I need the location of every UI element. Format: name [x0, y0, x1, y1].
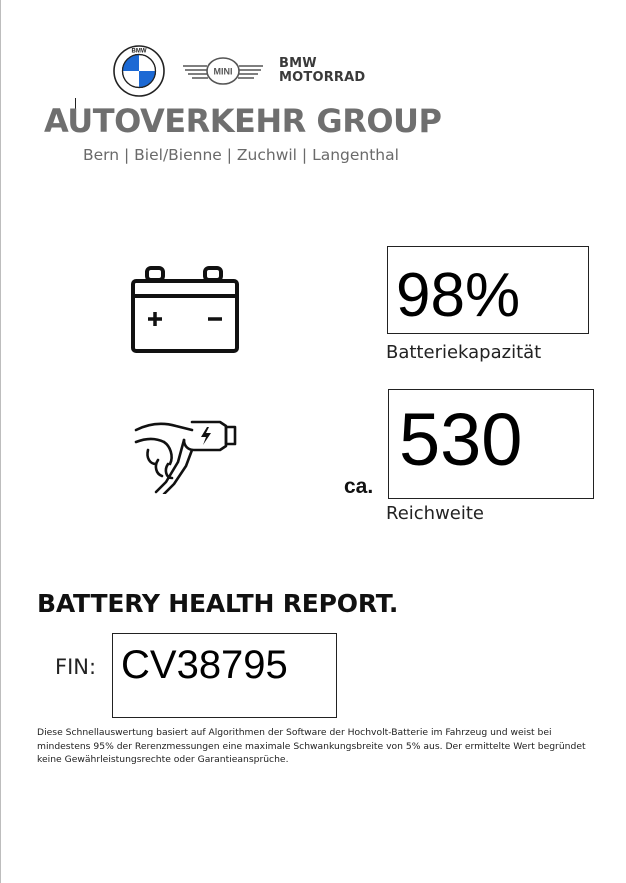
battery-icon	[130, 262, 240, 354]
ev-charger-plug-icon	[134, 416, 240, 494]
mini-logo	[181, 56, 265, 86]
fin-label: FIN:	[55, 655, 97, 679]
motorrad-line-1: BMW	[279, 56, 317, 71]
range-value-box	[388, 389, 594, 499]
bmw-motorrad-logo	[279, 57, 365, 85]
range-label: Reichweite	[386, 503, 485, 524]
fin-value: CV38795	[121, 643, 288, 687]
report-title: BATTERY HEALTH REPORT.	[37, 589, 399, 618]
range-prefix: ca.	[344, 475, 374, 498]
mini-logo-text: MINI	[213, 66, 233, 77]
range-value: 530	[399, 398, 523, 481]
capacity-value-box	[387, 246, 589, 334]
disclaimer-text: Diese Schnellauswertung basiert auf Algorithmen der Software der Hochvolt-Batterie im Fahrzeug und weist bei mindestens 95% der Rerenzmessungen eine maximale Schwankungsbreite von 5% aus. Der ermittelte Wert begründet keine Gewährleistungsrechte oder Garantieansprüche.	[37, 727, 586, 765]
bmw-logo-letters: BMW	[131, 48, 147, 55]
page-edge-line	[0, 0, 1, 883]
battery-capacity-value: 98%	[396, 261, 521, 330]
company-name: AUTOVERKEHR GROUP	[44, 102, 442, 140]
company-locations: Bern | Biel/Bienne | Zuchwil | Langenthal	[83, 146, 399, 164]
battery-capacity-label: Batteriekapazität	[386, 342, 542, 363]
fin-value-box	[112, 633, 337, 718]
bmw-logo	[113, 45, 165, 97]
motorrad-line-2: MOTORRAD	[279, 70, 366, 85]
